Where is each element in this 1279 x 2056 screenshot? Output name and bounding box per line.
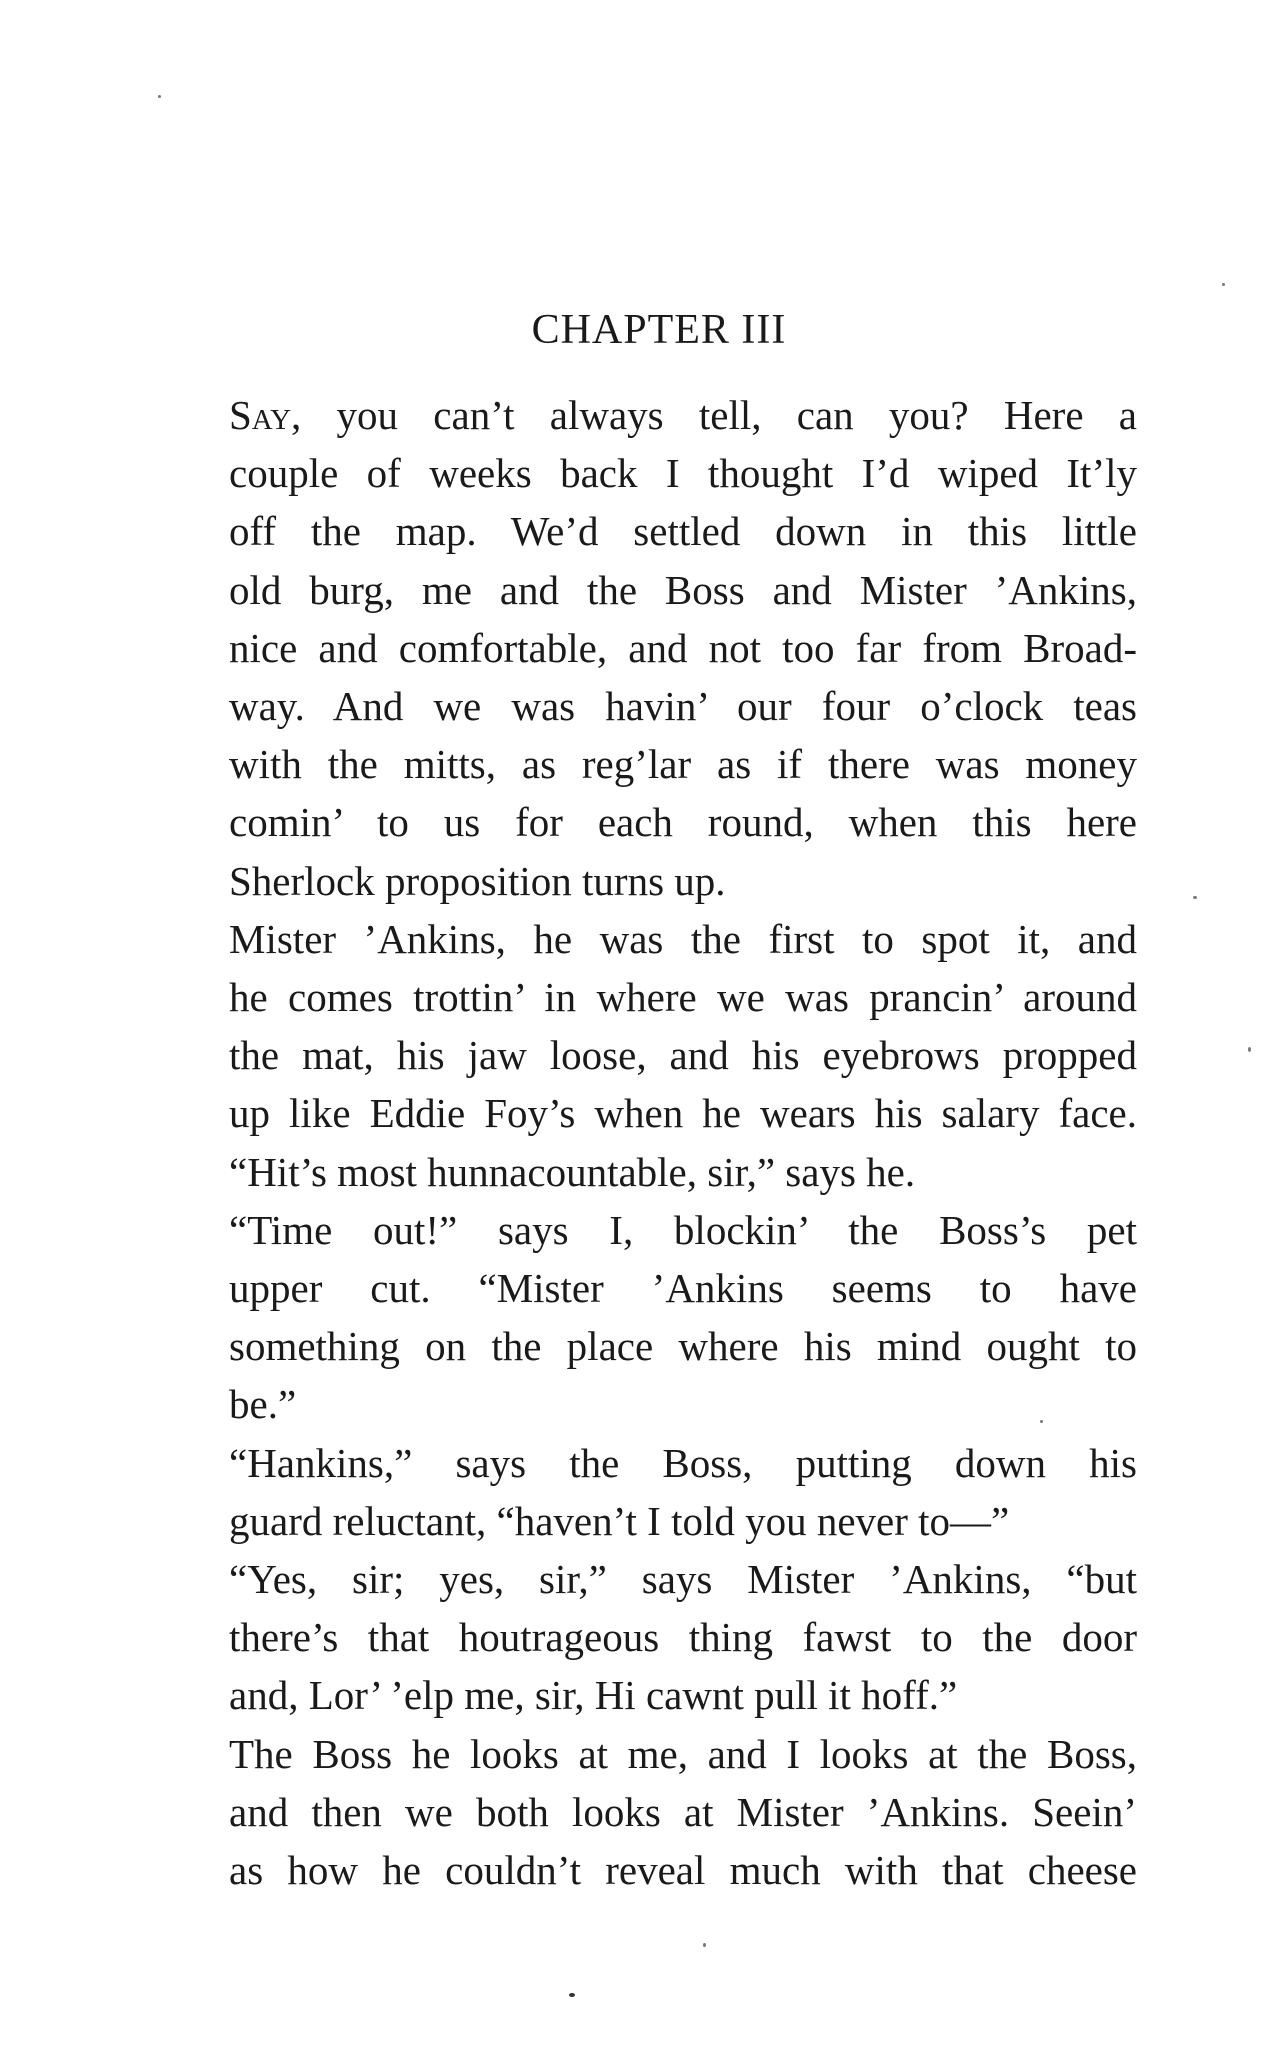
text-line: and, Lor’ ’elp me, sir, Hi cawnt pull it hoff.” <box>229 1672 958 1719</box>
text-line: “Yes, sir; yes, sir,” says Mister ’Ankins, “but <box>229 1556 1137 1603</box>
paragraph-5 <box>181 1434 1137 1550</box>
text-line-content: , you can’t always tell, can you? Here a <box>291 392 1137 438</box>
paragraph-6 <box>181 1550 1137 1725</box>
chapter-heading: CHAPTER III <box>531 307 787 353</box>
text-line: comin’ to us for each round, when this here <box>229 799 1137 846</box>
paragraph-4 <box>181 1201 1137 1434</box>
text-line: upper cut. “Mister ’Ankins seems to have <box>229 1265 1137 1312</box>
text-line: and then we both looks at Mister ’Ankins. Seein’ <box>229 1788 1137 1835</box>
scan-speck <box>703 1943 706 1947</box>
text-line: “Hit’s most hunnacountable, sir,” says he. <box>229 1148 916 1195</box>
text-line: “Time out!” says I, blockin’ the Boss’s pet <box>229 1206 1137 1253</box>
paragraph-1 <box>181 386 1137 910</box>
text-line: something on the place where his mind ought to <box>229 1323 1137 1370</box>
text-line: Sherlock proposition turns up. <box>229 857 726 904</box>
scan-speck <box>1193 896 1197 899</box>
text-line: up like Eddie Foy’s when he wears his salary face. <box>229 1090 1137 1137</box>
chapter-body <box>181 386 1137 1899</box>
text-line: off the map. We’d settled down in this little <box>229 508 1137 555</box>
paragraph-3 <box>181 1143 1137 1201</box>
text-line: couple of weeks back I thought I’d wiped It’ly <box>229 450 1137 497</box>
text-line: “Hankins,” says the Boss, putting down his <box>229 1439 1137 1486</box>
text-line: old burg, me and the Boss and Mister ’Ankins, <box>229 566 1137 613</box>
text-line <box>181 386 1137 444</box>
text-line: be.” <box>229 1381 297 1428</box>
text-line: with the mitts, as reg’lar as if there was money <box>229 741 1137 788</box>
paragraph-7 <box>181 1725 1137 1900</box>
text-line: Mister ’Ankins, he was the first to spot it, and <box>229 915 1137 962</box>
scan-speck <box>1040 1420 1043 1423</box>
scan-speck <box>569 1993 575 1997</box>
text-line: there’s that houtrageous thing fawst to the door <box>229 1614 1137 1661</box>
text-line: as how he couldn’t reveal much with that cheese <box>229 1847 1137 1894</box>
text-line: nice and comfortable, and not too far from Broad- <box>229 624 1137 671</box>
scan-speck <box>1248 1047 1251 1052</box>
scan-speck <box>158 95 161 98</box>
text-line: way. And we was havin’ our four o’clock teas <box>229 683 1137 730</box>
text-line: he comes trottin’ in where we was prancin’ around <box>229 974 1137 1021</box>
scan-speck <box>1222 283 1225 286</box>
text-line: The Boss he looks at me, and I looks at the Boss, <box>229 1730 1137 1777</box>
text-line: the mat, his jaw loose, and his eyebrows propped <box>229 1032 1137 1079</box>
paragraph-2 <box>181 910 1137 1143</box>
small-caps-lead: Say <box>229 392 292 438</box>
text-line: guard reluctant, “haven’t I told you never to—” <box>229 1497 1010 1544</box>
